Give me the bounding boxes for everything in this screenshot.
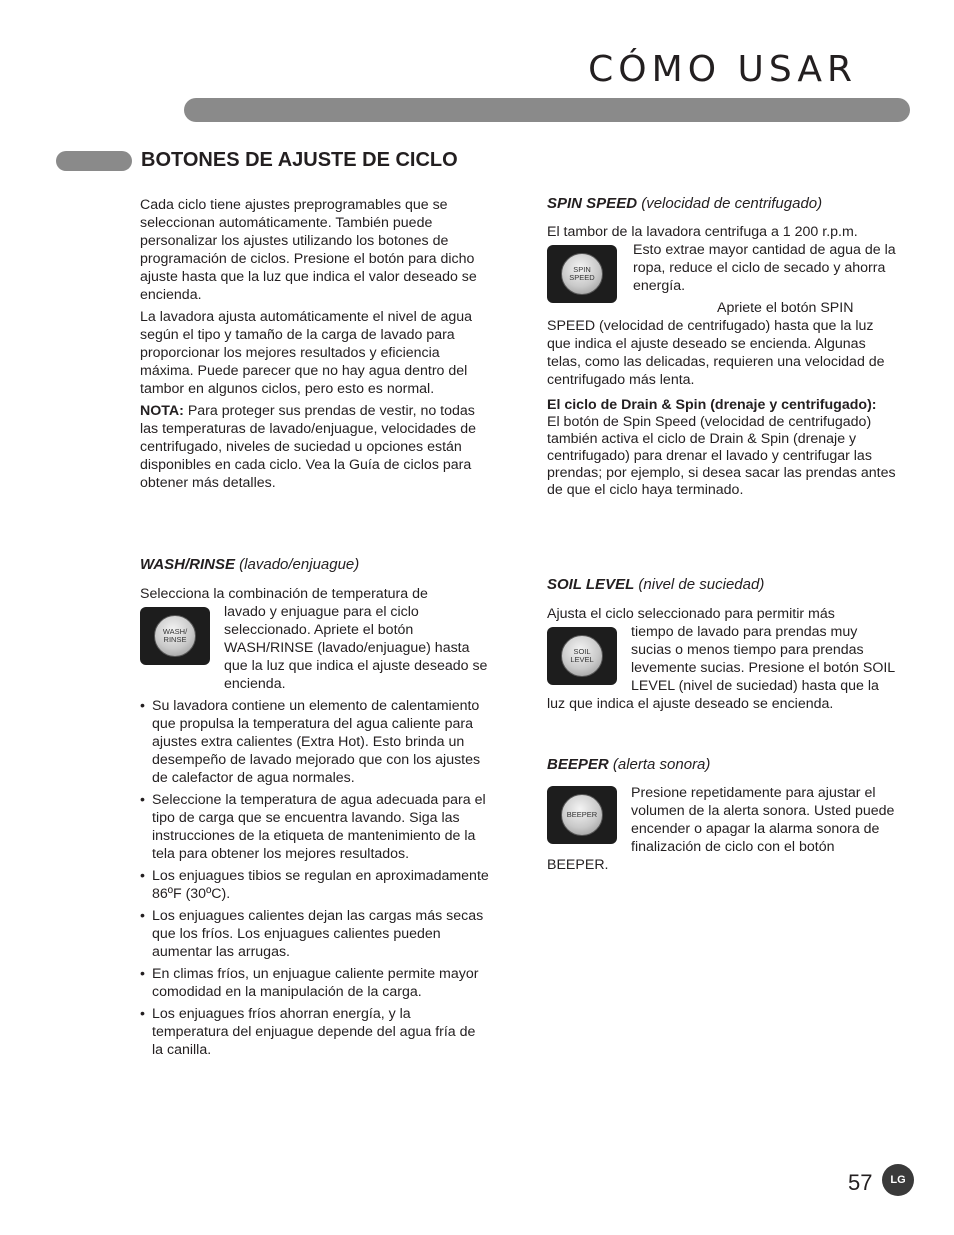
soil-level-button-image bbox=[547, 627, 617, 685]
intro-paragraph-1: Cada ciclo tiene ajustes preprogramables que se seleccionan automáticamente. También puede personalizar los ajustes utilizando los botones de programación de ciclos. Presione el botón para dicho ajuste hasta que la luz que indica el valor deseado se encienda. bbox=[140, 197, 477, 303]
soil-level-heading-sub: (nivel de suciedad) bbox=[634, 576, 765, 593]
list-item: • Su lavadora contiene un elemento de calentamiento que propulsa la temperatura del agua caliente para ajustes extra calientes (Extra Hot). Esto brinda un desempeño de lavado mejorado que con los ajustes de calefactor de agua normales. bbox=[140, 697, 490, 787]
spin-speed-text: Esto extrae mayor cantidad de agua de la ropa, reduce el ciclo de secado y ahorra energía. bbox=[633, 242, 896, 294]
wash-rinse-lead: Selecciona la combinación de temperatura de bbox=[140, 586, 428, 602]
drain-spin-title: El ciclo de Drain & Spin (drenaje y centrifugado): bbox=[547, 397, 877, 413]
spin-speed-button-label: SPIN SPEED bbox=[561, 253, 603, 295]
header-bar bbox=[184, 98, 910, 122]
spin-speed-text-2: Apriete el botón SPIN SPEED (velocidad de centrifugado) hasta que la luz que indica el ajuste deseado se encienda. Algunas telas, como las delicadas, requieren una velocidad de centrifugado más lenta. bbox=[547, 300, 885, 388]
lg-logo-icon: LG bbox=[882, 1164, 914, 1196]
section-title: BOTONES DE AJUSTE DE CICLO bbox=[141, 149, 458, 171]
spin-speed-heading-main: SPIN SPEED bbox=[547, 195, 638, 212]
wash-rinse-text: lavado y enjuague para el ciclo seleccionado. Apriete el botón WASH/RINSE (lavado/enjuague) hasta que la luz que indica el ajuste deseado se encienda. bbox=[224, 604, 488, 692]
spin-speed-heading-sub: (velocidad de centrifugado) bbox=[637, 195, 823, 212]
list-item: • Los enjuagues fríos ahorran energía, y la temperatura del enjuague depende del agua fría de la canilla. bbox=[140, 1005, 490, 1059]
page-header-title: CÓMO USAR bbox=[588, 49, 857, 90]
soil-level-text: tiempo de lavado para prendas muy sucias o menos tiempo para prendas levemente sucias. Presione el botón SOIL LEVEL (nivel de suciedad) hasta que la luz que indica el ajuste deseado se encienda. bbox=[547, 624, 895, 712]
soil-level-button-label: SOIL LEVEL bbox=[561, 635, 603, 677]
wash-rinse-heading-main: WASH/RINSE bbox=[140, 556, 236, 573]
spin-speed-block bbox=[547, 223, 899, 499]
intro-block bbox=[140, 196, 490, 492]
wash-rinse-heading-sub: (lavado/enjuague) bbox=[235, 556, 360, 573]
note-label: NOTA: bbox=[140, 403, 184, 419]
wash-rinse-block bbox=[140, 585, 490, 1063]
wash-rinse-bullet-list bbox=[140, 697, 490, 1059]
intro-note bbox=[140, 402, 490, 492]
list-item: • Los enjuagues tibios se regulan en aproximadamente 86ºF (30ºC). bbox=[140, 867, 490, 903]
drain-spin-text: El botón de Spin Speed (velocidad de centrifugado) también activa el ciclo de Drain & Spin (drenaje y centrifugado) para drenar el lavado y centrifugar las prendas; por ejemplo, si desea sacar las prendas antes de que el ciclo haya terminado. bbox=[547, 414, 896, 498]
note-text: Para proteger sus prendas de vestir, no todas las temperaturas de lavado/enjuague, velocidades de centrifugado, niveles de suciedad u opciones están disponibles en cada ciclo. Vea la Guía de ciclos para obtener más detalles. bbox=[140, 403, 476, 491]
beeper-heading-main: BEEPER bbox=[547, 756, 609, 773]
spin-speed-heading bbox=[547, 194, 822, 214]
soil-level-lead: Ajusta el ciclo seleccionado para permitir más bbox=[547, 606, 835, 622]
wash-rinse-button-image bbox=[140, 607, 210, 665]
section-pill bbox=[56, 151, 132, 171]
beeper-button-label: BEEPER bbox=[561, 794, 603, 836]
list-item: • Seleccione la temperatura de agua adecuada para el tipo de carga que se encuentra lavando. Siga las instrucciones de la etiqueta de mantenimiento de la tela para obtener los mejores resultados. bbox=[140, 791, 490, 863]
list-item: • Los enjuagues calientes dejan las cargas más secas que los fríos. Los enjuagues calientes pueden aumentar las arrugas. bbox=[140, 907, 490, 961]
spin-speed-lead: El tambor de la lavadora centrifuga a 1 200 r.p.m. bbox=[547, 224, 858, 240]
beeper-block bbox=[547, 784, 899, 874]
list-item: • En climas fríos, un enjuague caliente permite mayor comodidad en la manipulación de la carga. bbox=[140, 965, 490, 1001]
page-number: 57 bbox=[848, 1170, 873, 1195]
soil-level-heading bbox=[547, 575, 764, 595]
intro-paragraph-2: La lavadora ajusta automáticamente el nivel de agua según el tipo y tamaño de la carga de lavado para proporcionar los mejores resultados y eficiencia máxima. Puede parecer que no hay agua dentro del tambor en algunos ciclos, pero esto es normal. bbox=[140, 309, 473, 397]
wash-rinse-heading bbox=[140, 555, 359, 575]
spin-speed-button-image bbox=[547, 245, 617, 303]
soil-level-block bbox=[547, 605, 899, 713]
soil-level-heading-main: SOIL LEVEL bbox=[547, 576, 635, 593]
beeper-text: Presione repetidamente para ajustar el volumen de la alerta sonora. Usted puede encender o apagar la alarma sonora de finalización de ciclo con el botón BEEPER. bbox=[547, 785, 895, 873]
wash-rinse-button-label: WASH/ RINSE bbox=[154, 615, 196, 657]
beeper-button-image bbox=[547, 786, 617, 844]
beeper-heading-sub: (alerta sonora) bbox=[608, 756, 711, 773]
beeper-heading bbox=[547, 755, 710, 775]
